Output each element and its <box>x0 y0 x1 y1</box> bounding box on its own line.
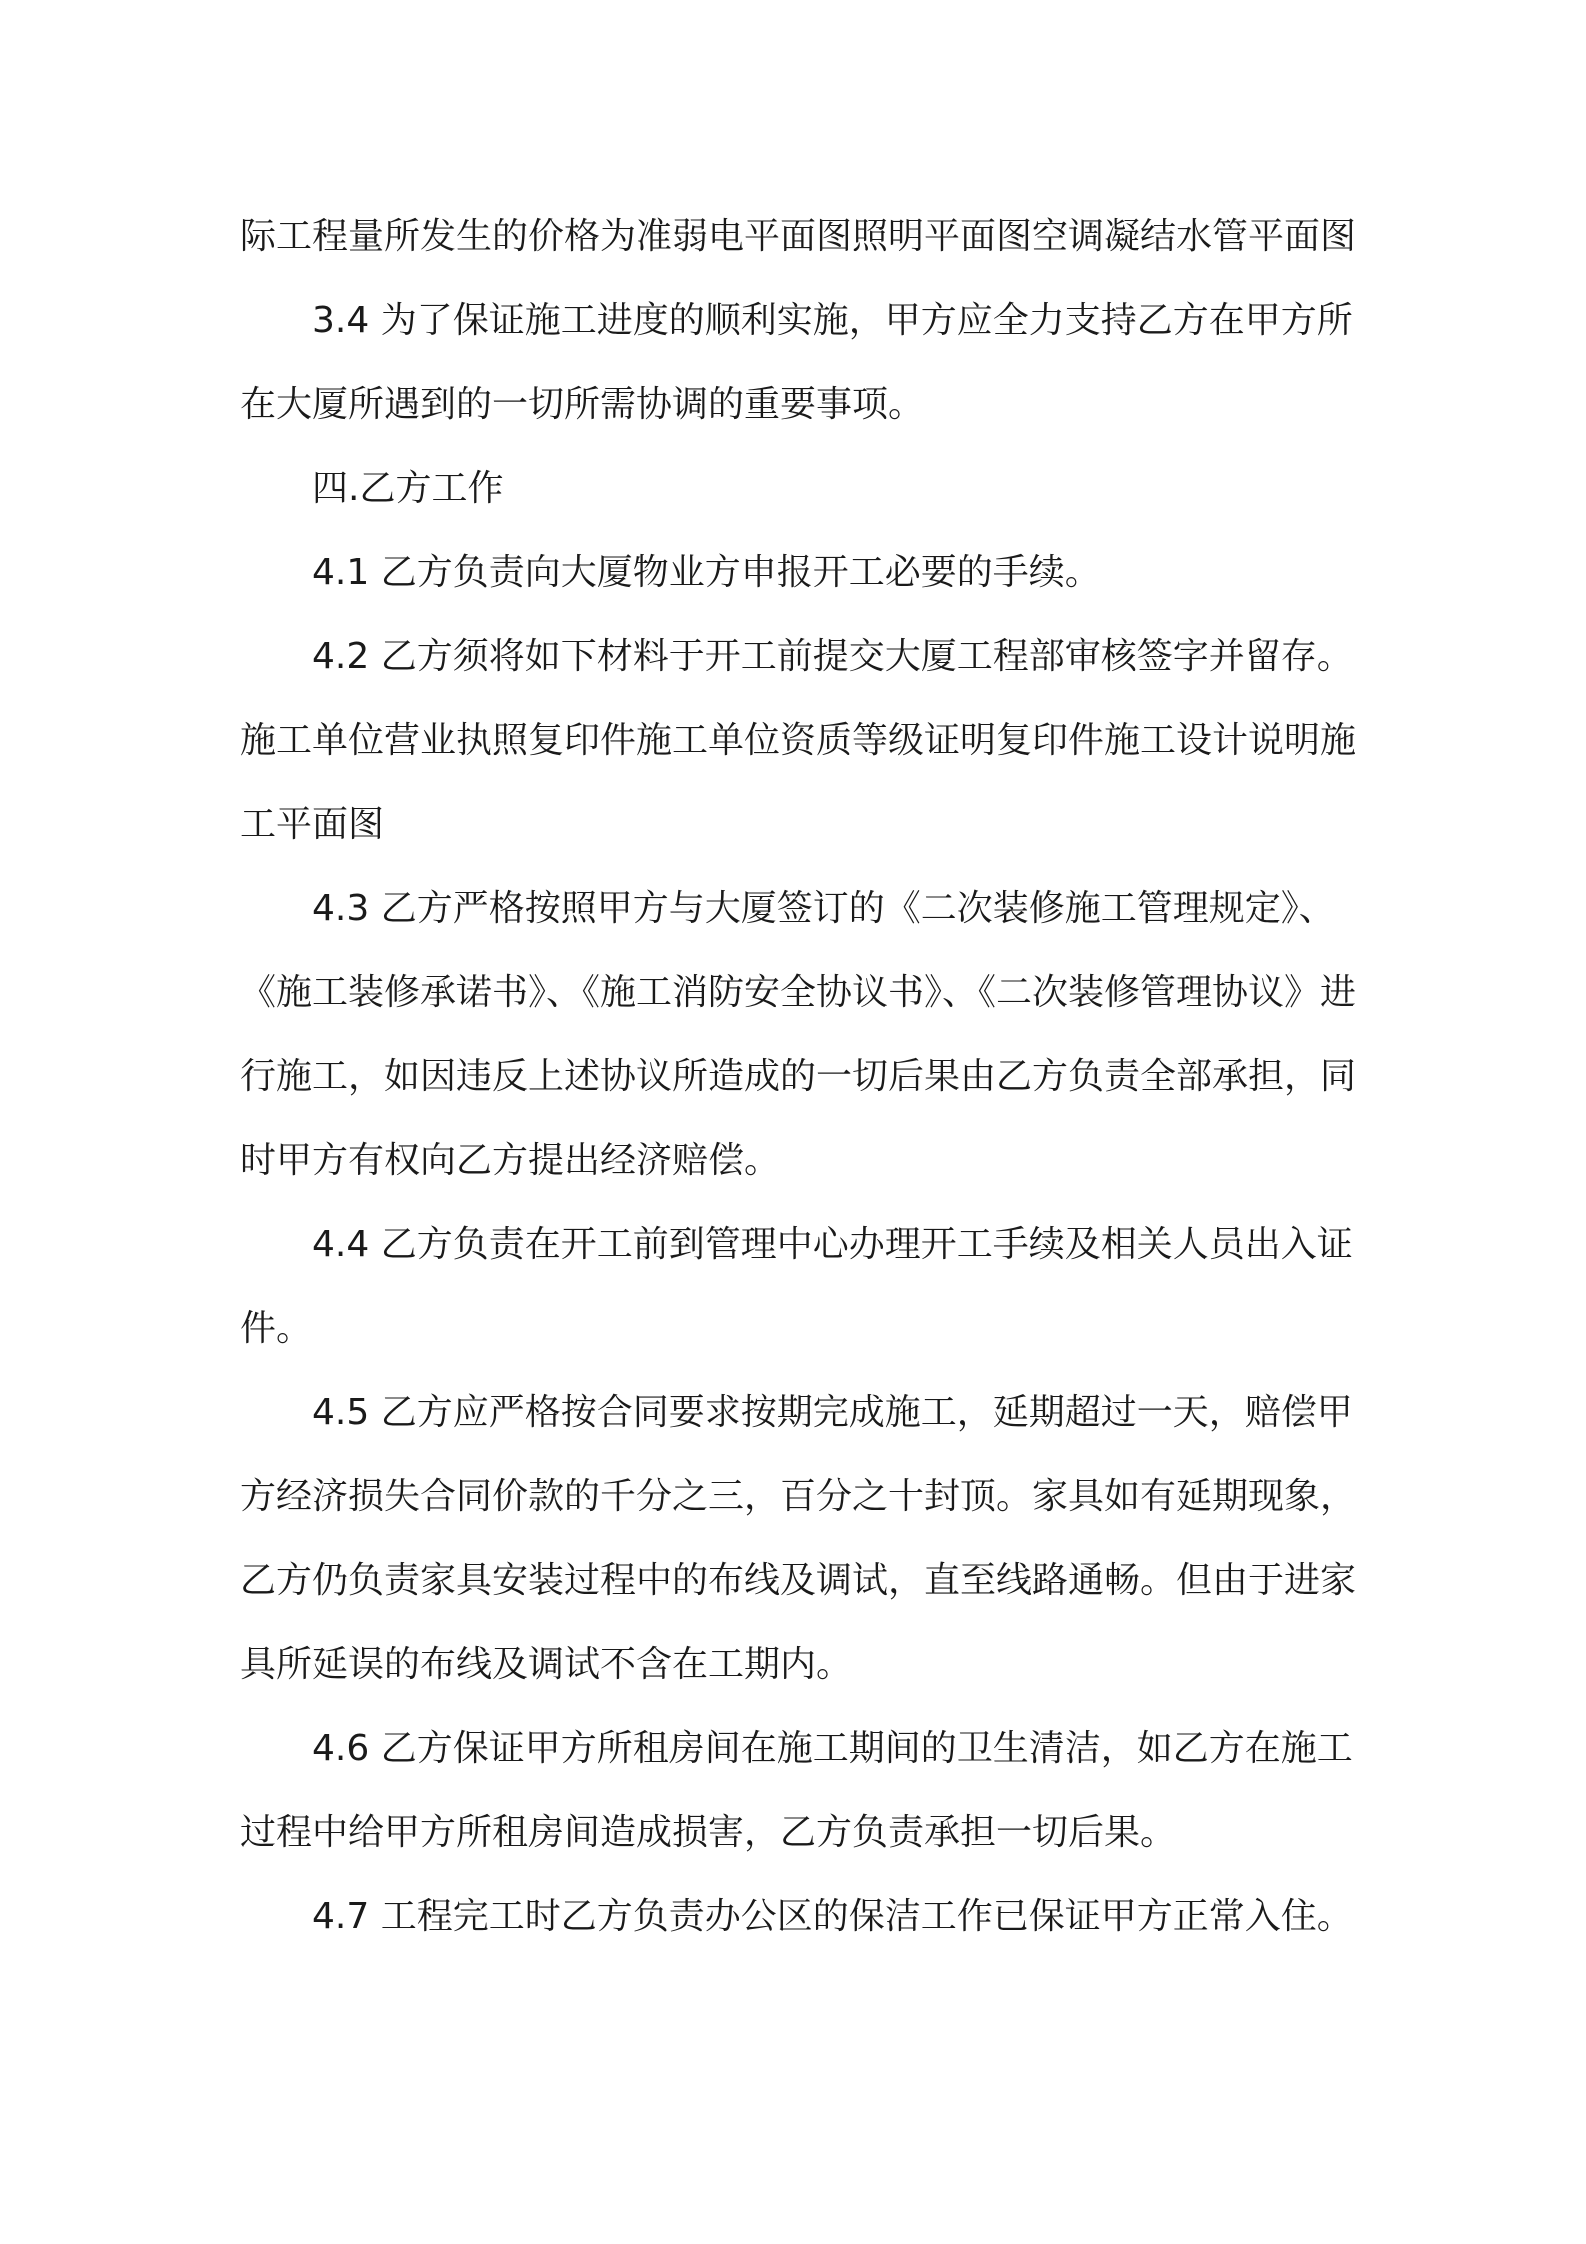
section-heading-4: 四.乙方工作 <box>312 468 504 509</box>
paragraph-3-4: 3.4 为了保证施工进度的顺利实施，甲方应全力支持乙方在甲方所在大厦所遇到的一切所需协调的重要事项。 <box>240 300 1353 425</box>
paragraph-4-2: 4.2 乙方须将如下材料于开工前提交大厦工程部审核签字并留存。 <box>312 636 1353 677</box>
paragraph-4-2-materials: 施工单位营业执照复印件施工单位资质等级证明复印件施工设计说明施工平面图 <box>240 720 1357 845</box>
paragraph-4-4: 4.4 乙方负责在开工前到管理中心办理开工手续及相关人员出入证件。 <box>240 1224 1353 1349</box>
paragraph-4-6: 4.6 乙方保证甲方所租房间在施工期间的卫生清洁，如乙方在施工过程中给甲方所租房间造成损害，乙方负责承担一切后果。 <box>240 1728 1353 1853</box>
paragraph-4-7: 4.7 工程完工时乙方负责办公区的保洁工作已保证甲方正常入住。 <box>312 1896 1353 1937</box>
paragraph-4-1: 4.1 乙方负责向大厦物业方申报开工必要的手续。 <box>312 552 1101 593</box>
paragraph-4-5: 4.5 乙方应严格按合同要求按期完成施工，延期超过一天，赔偿甲方经济损失合同价款的千分之三，百分之十封顶。家具如有延期现象，乙方仍负责家具安装过程中的布线及调试，直至线路通畅。但由于进家具所延误的布线及调试不含在工期内。 <box>240 1392 1357 1685</box>
paragraph-4-3: 4.3 乙方严格按照甲方与大厦签订的《二次装修施工管理规定》、《施工装修承诺书》、《施工消防安全协议书》、《二次装修管理协议》进行施工，如因违反上述协议所造成的一切后果由乙方负责全部承担，同时甲方有权向乙方提出经济赔偿。 <box>240 888 1357 1181</box>
document-body <box>240 195 1365 1959</box>
paragraph-continuation: 际工程量所发生的价格为准弱电平面图照明平面图空调凝结水管平面图 <box>240 216 1357 257</box>
